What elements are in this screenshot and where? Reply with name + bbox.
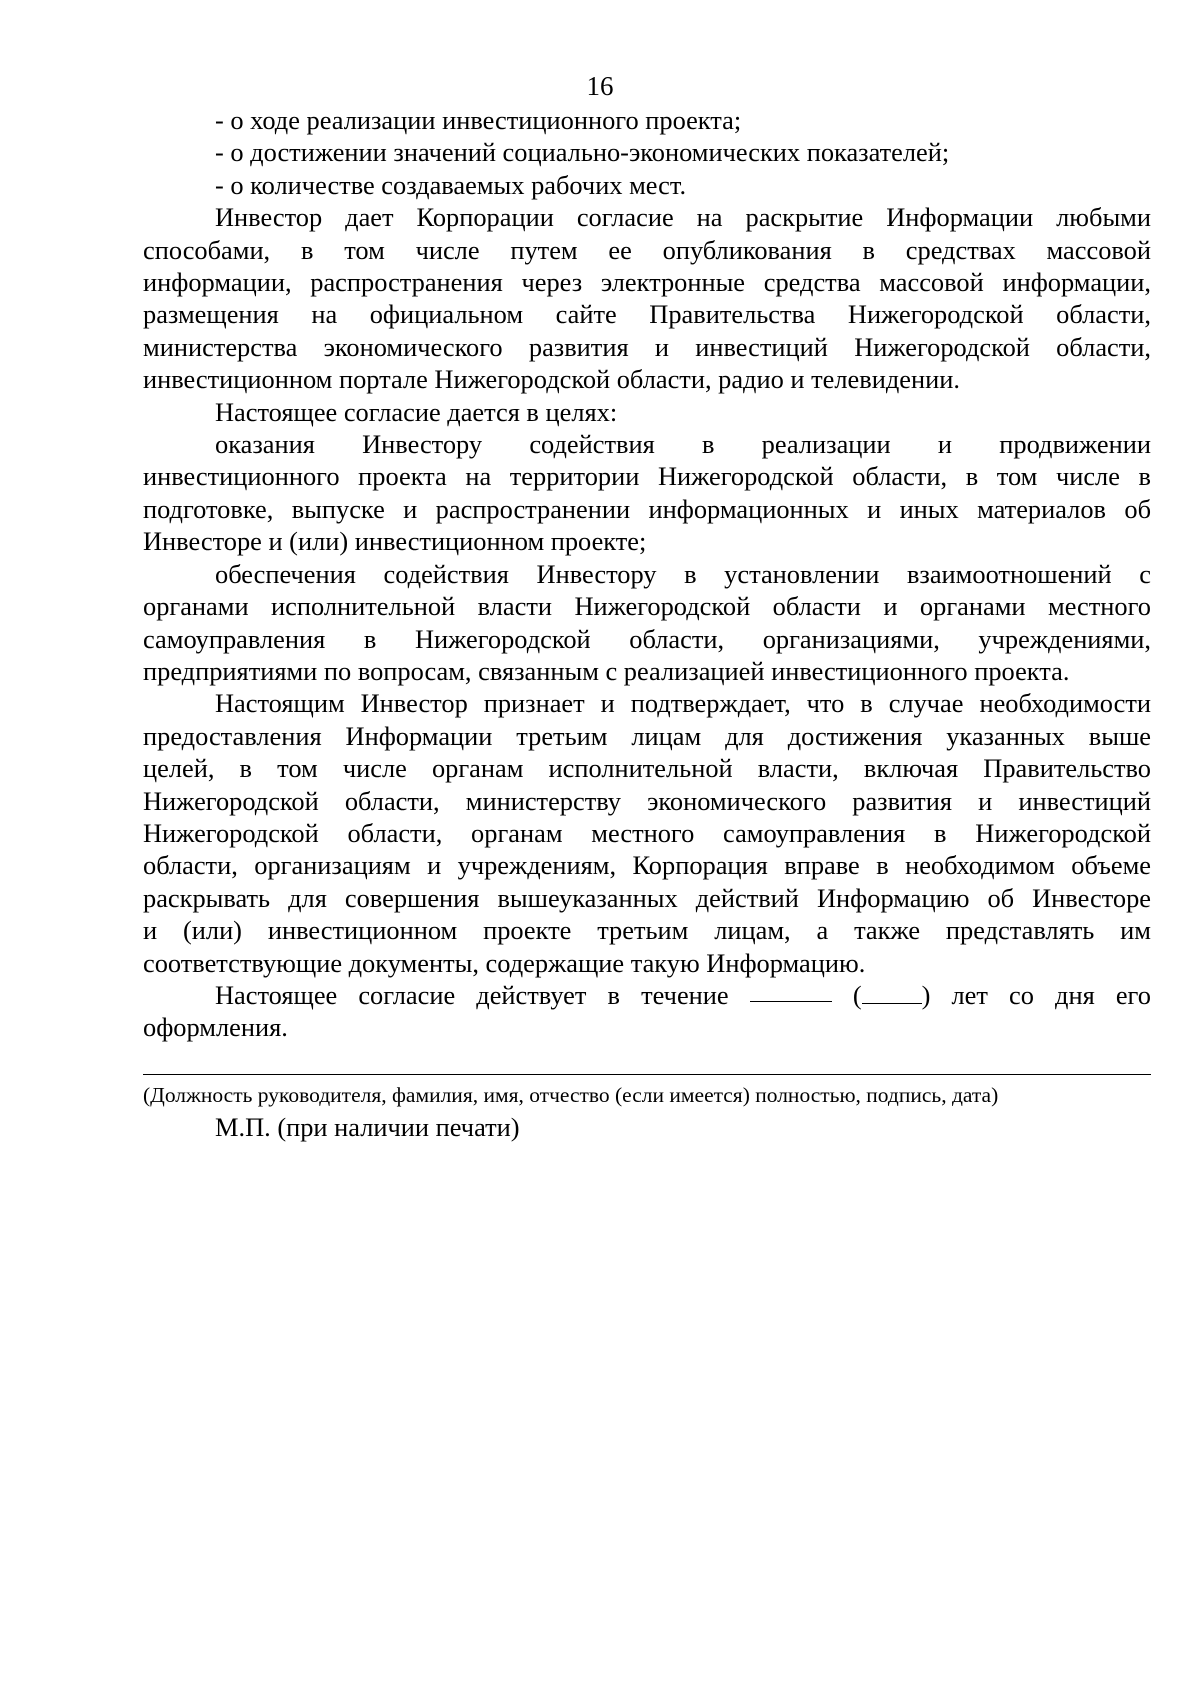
stamp-note: М.П. (при наличии печати) xyxy=(215,1111,520,1142)
text-line: раскрывать для совершения вышеуказанных действий Информацию об Инвесторе xyxy=(143,882,1151,913)
text-line: инвестиционного проекта на территории Нижегородской области, в том числе в xyxy=(143,461,1151,492)
text-line: размещения на официальном сайте Правительства Нижегородской области, xyxy=(143,299,1151,330)
text-line: министерства экономического развития и инвестиций Нижегородской области, xyxy=(143,331,1151,362)
text-line: Инвестор дает Корпорации согласие на раскрытие Информации любыми xyxy=(215,202,1151,233)
text-line: области, организациям и учреждениям, Корпорация вправе в необходимом объеме xyxy=(143,850,1151,881)
term-years-words-field xyxy=(853,979,931,1011)
text-line: целей, в том числе органам исполнительной власти, включая Правительство xyxy=(143,753,1151,784)
document-body xyxy=(143,104,1151,1143)
page-number: 16 xyxy=(586,71,614,101)
text-line: Инвесторе и (или) инвестиционном проекте; xyxy=(143,526,647,557)
term-word: в xyxy=(607,979,620,1010)
paren-close: ) xyxy=(921,979,931,1010)
paragraph-disclosure xyxy=(143,687,1151,979)
term-word: его xyxy=(1115,979,1151,1010)
text-line: подготовке, выпуске и распространении информационных и иных материалов об xyxy=(143,493,1151,524)
term-years-words-blank xyxy=(862,981,922,1004)
term-word: действует xyxy=(476,979,587,1010)
text-line: оказания Инвестору содействия в реализации и продвижении xyxy=(215,429,1151,460)
paragraph-purposes-intro: Настоящее согласие дается в целях: xyxy=(215,396,618,427)
term-word: течение xyxy=(641,979,729,1010)
text-line: Нижегородской области, министерству экономического развития и инвестиций xyxy=(143,785,1151,816)
text-line: предприятиями по вопросам, связанным с реализацией инвестиционного проекта. xyxy=(143,655,1070,686)
signature-line xyxy=(143,1074,1151,1075)
text-line: соответствующие документы, содержащие такую Информацию. xyxy=(143,947,866,978)
text-line: органами исполнительной власти Нижегородской области и органами местного xyxy=(143,591,1151,622)
term-word: со xyxy=(1009,979,1034,1010)
text-line: информации, распространения через электронные средства массовой информации, xyxy=(143,267,1151,298)
paren-open: ( xyxy=(852,979,862,1010)
text-line: Нижегородской области, органам местного самоуправления в Нижегородской xyxy=(143,817,1151,848)
paragraph-term xyxy=(143,979,1151,1044)
term-word: Настоящее xyxy=(215,979,338,1010)
paragraph-purpose-1 xyxy=(143,428,1151,558)
list-item: - о количестве создаваемых рабочих мест. xyxy=(215,169,687,200)
term-word: лет xyxy=(951,979,988,1010)
text-line: способами, в том числе путем ее опубликования в средствах массовой xyxy=(143,234,1151,265)
text-line: обеспечения содействия Инвестору в установлении взаимоотношений с xyxy=(215,558,1151,589)
term-word: дня xyxy=(1055,979,1095,1010)
paragraph-consent xyxy=(143,201,1151,395)
text-line: самоуправления в Нижегородской области, организациями, учреждениями, xyxy=(143,623,1151,654)
text-line: Настоящим Инвестор признает и подтверждает, что в случае необходимости xyxy=(215,688,1151,719)
text-line: и (или) инвестиционном проекте третьим лицам, а также представлять им xyxy=(143,915,1151,946)
list-item: - о ходе реализации инвестиционного проекта; xyxy=(215,105,742,135)
signature-caption: (Должность руководителя, фамилия, имя, отчество (если имеется) полностью, подпись, дата) xyxy=(143,1082,999,1107)
term-word: согласие xyxy=(358,979,456,1010)
text-line: предоставления Информации третьим лицам для достижения указанных выше xyxy=(143,720,1151,751)
list-item: - о достижении значений социально-экономических показателей; xyxy=(215,137,950,168)
text-line: оформления. xyxy=(143,1012,288,1043)
term-years-blank xyxy=(750,979,832,1002)
paragraph-purpose-2 xyxy=(143,558,1151,688)
text-line: инвестиционном портале Нижегородской области, радио и телевидении. xyxy=(143,364,960,395)
